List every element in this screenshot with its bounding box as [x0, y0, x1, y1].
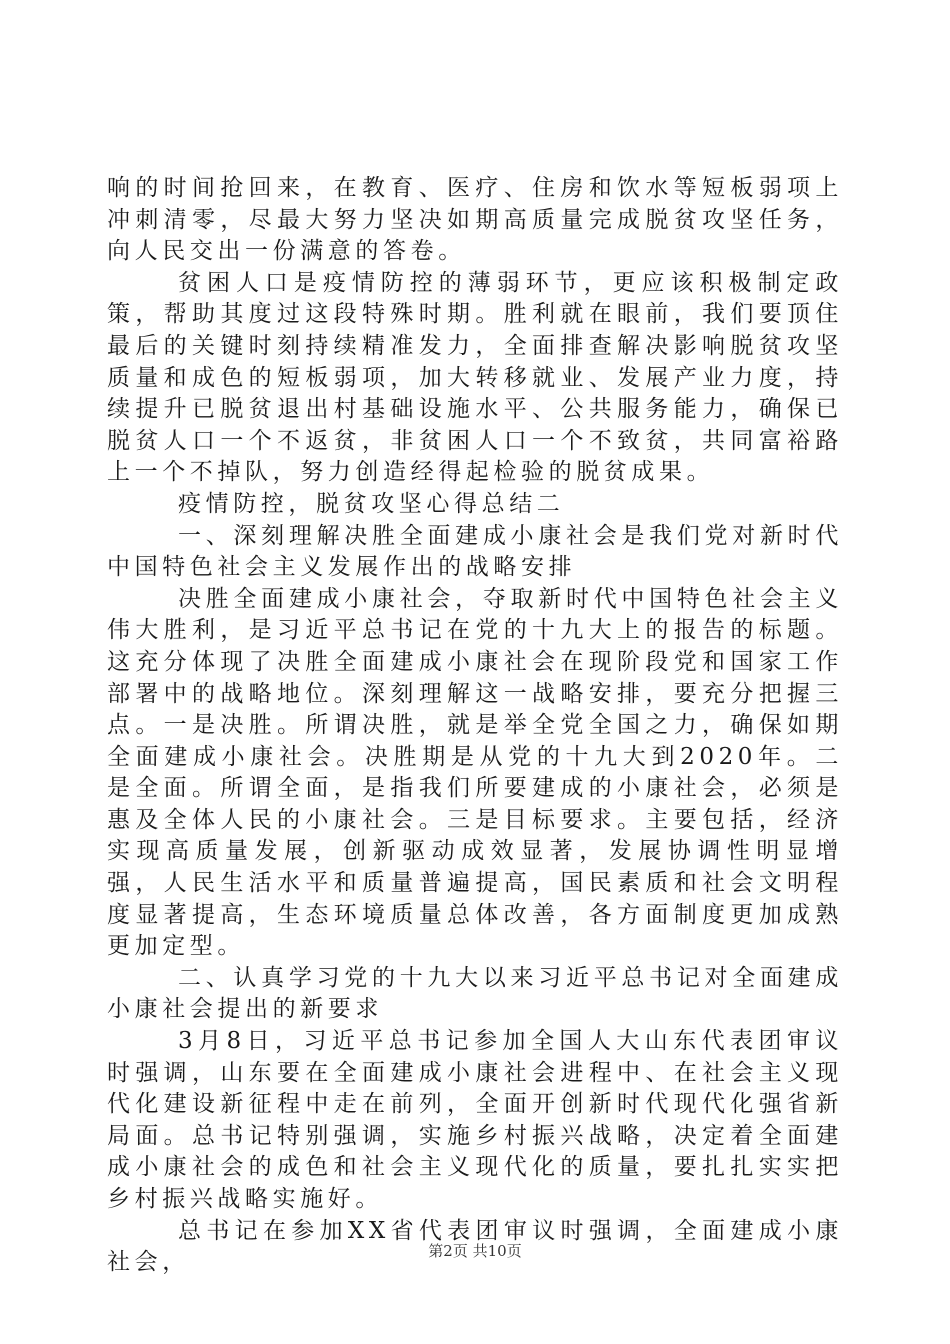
paragraph-5: 总书记在参加XX省代表团审议时强调，全面建成小康社会，	[107, 1217, 843, 1276]
document-body	[107, 173, 843, 1279]
page-footer: 第2页 共10页	[428, 1242, 522, 1260]
paragraph-2: 贫困人口是疫情防控的薄弱环节，更应该积极制定政策，帮助其度过这段特殊时期。胜利就在眼前，我们要顶住最后的关键时刻持续精准发力，全面排查解决影响脱贫攻坚质量和成色的短板弱项，加大转移就业、发展产业力度，持续提升已脱贫退出村基础设施水平、公共服务能力，确保已脱贫人口一个不返贫，非贫困人口一个不致贫，共同富裕路上一个不掉队，努力创造经得起检验的脱贫成果。	[107, 269, 843, 486]
paragraph-3: 决胜全面建成小康社会，夺取新时代中国特色社会主义伟大胜利，是习近平总书记在党的十九大上的报告的标题。这充分体现了决胜全面建成小康社会在现阶段党和国家工作部署中的战略地位。深刻理解这一战略安排，要充分把握三点。一是决胜。所谓决胜，就是举全党全国之力，确保如期全面建成小康社会。决胜期是从党的十九大到2020年。二是全面。所谓全面，是指我们所要建成的小康社会，必须是惠及全体人民的小康社会。三是目标要求。主要包括，经济实现高质量发展，创新驱动成效显著，发展协调性明显增强，人民生活水平和质量普遍提高，国民素质和社会文明程度显著提高，生态环境质量总体改善，各方面制度更加成熟更加定型。	[107, 585, 843, 960]
section-heading-one: 一、深刻理解决胜全面建成小康社会是我们党对新时代中国特色社会主义发展作出的战略安排	[107, 522, 843, 581]
paragraph-4: 3月8日，习近平总书记参加全国人大山东代表团审议时强调，山东要在全面建成小康社会进程中、在社会主义现代化建设新征程中走在前列，全面开创新时代现代化强省新局面。总书记特别强调，实施乡村振兴战略，决定着全面建成小康社会的成色和社会主义现代化的质量，要扎扎实实把乡村振兴战略实施好。	[107, 1028, 843, 1212]
section-heading-two: 二、认真学习党的十九大以来习近平总书记对全面建成小康社会提出的新要求	[107, 964, 843, 1023]
section-heading-summary-two: 疫情防控，脱贫攻坚心得总结二	[178, 490, 565, 517]
paragraph-1: 响的时间抢回来，在教育、医疗、住房和饮水等短板弱项上冲刺清零，尽最大努力坚决如期高质量完成脱贫攻坚任务，向人民交出一份满意的答卷。	[107, 175, 843, 265]
